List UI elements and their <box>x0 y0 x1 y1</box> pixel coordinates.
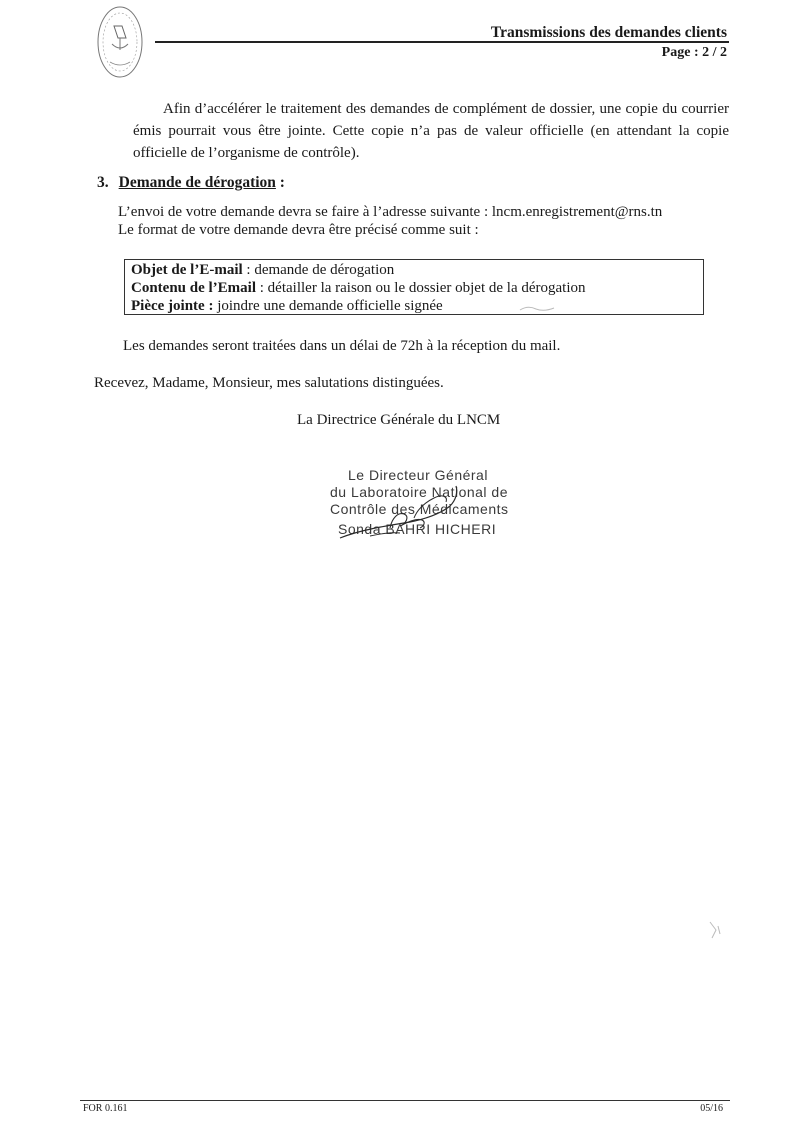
scan-speck <box>518 302 558 314</box>
handwritten-signature <box>330 478 480 550</box>
closing-salutation: Recevez, Madame, Monsieur, mes salutations distinguées. <box>94 375 444 391</box>
box-row-attachment <box>131 297 697 315</box>
box-text-content: : détailler la raison ou le dossier objet de la dérogation <box>256 280 586 296</box>
box-row-subject <box>131 261 697 279</box>
footer-rule <box>80 1100 730 1101</box>
page-number: Page : 2 / 2 <box>661 45 727 60</box>
box-text-attachment: joindre une demande officielle signée <box>213 298 443 314</box>
box-label-attachment: Pièce jointe : <box>131 298 214 314</box>
section-number: 3. <box>97 174 109 191</box>
format-line: Le format de votre demande devra être précisé comme suit : <box>118 222 479 238</box>
box-label-subject: Objet de l’E-mail <box>131 262 243 278</box>
scan-speck <box>706 918 724 942</box>
paragraph-copy-info: Afin d’accélérer le traitement des demandes de complément de dossier, une copie du courrier émis pourrait vous être jointe. Cette copie n’a pas de valeur officielle (en attendant la copie officielle de l’organisme de contrôle). <box>133 101 729 161</box>
stamp-line-3: Contrôle des Médicaments <box>330 501 509 517</box>
processing-time-line: Les demandes seront traitées dans un délai de 72h à la réception du mail. <box>123 338 561 354</box>
form-version: 05/16 <box>700 1103 723 1114</box>
section-title-suffix: : <box>275 174 285 191</box>
box-label-content: Contenu de l’Email <box>131 280 257 296</box>
section-3-heading <box>97 174 285 192</box>
signatory-title: La Directrice Générale du LNCM <box>297 412 501 428</box>
document-title: Transmissions des demandes clients <box>490 24 727 41</box>
email-format-box <box>124 259 704 315</box>
box-text-subject: : demande de dérogation <box>242 262 395 278</box>
box-row-content <box>131 279 697 297</box>
stamp-line-2: du Laboratoire National de <box>330 484 509 500</box>
section-title: Demande de dérogation <box>118 174 276 191</box>
form-code: FOR 0.161 <box>83 1103 128 1114</box>
address-line: L’envoi de votre demande devra se faire à l’adresse suivante : lncm.enregistrement@rns.tn <box>118 204 663 220</box>
stamp-line-1: Le Directeur Général <box>348 467 488 483</box>
lncm-logo <box>96 4 144 80</box>
stamp-line-4: Sonda BAHRI HICHERI <box>338 521 497 537</box>
